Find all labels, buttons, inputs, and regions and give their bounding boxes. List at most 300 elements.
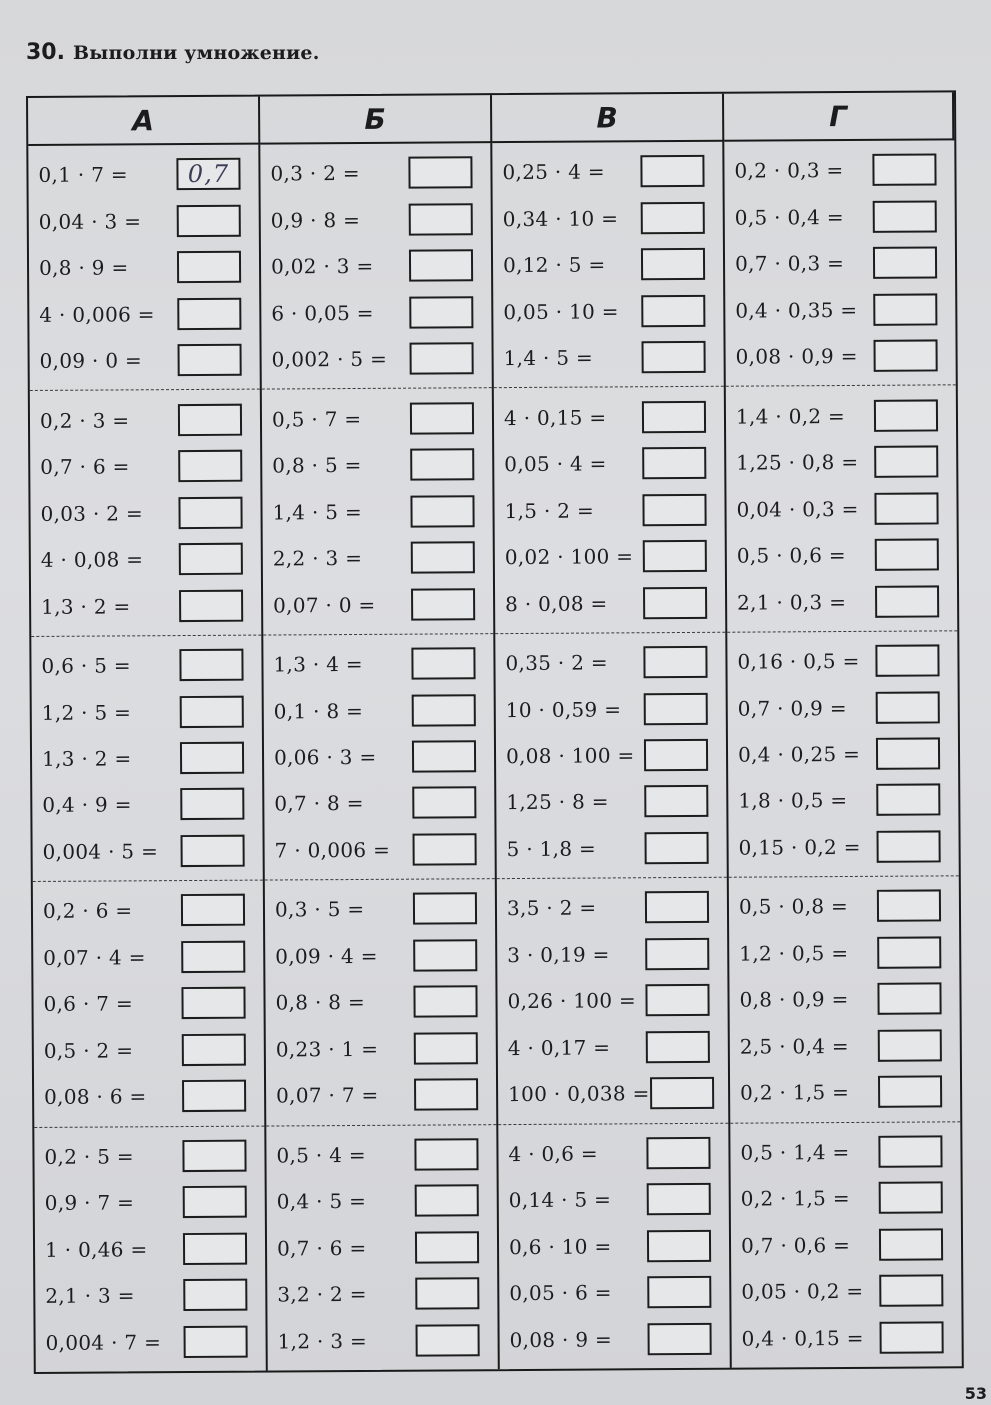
answer-box[interactable]	[410, 342, 474, 374]
problem-expression: 1,4 · 5 =	[272, 499, 363, 525]
problem-expression: 0,3 · 2 =	[270, 161, 360, 186]
answer-box[interactable]	[415, 1231, 479, 1263]
problem-row	[729, 933, 959, 972]
answer-box[interactable]	[643, 646, 707, 678]
answer-box[interactable]	[875, 538, 939, 570]
answer-box[interactable]	[641, 294, 705, 326]
answer-box[interactable]	[182, 1080, 246, 1112]
problem-row	[493, 291, 723, 330]
problem-row	[497, 888, 727, 927]
answer-box[interactable]	[650, 1077, 714, 1109]
problem-row	[725, 336, 955, 375]
problem-expression: 0,05 · 6 =	[509, 1280, 612, 1306]
problem-expression: 5 · 1,8 =	[506, 836, 597, 861]
problem-row	[499, 1273, 729, 1312]
answer-box[interactable]	[414, 1079, 478, 1111]
answer-box[interactable]	[180, 742, 244, 774]
problem-group	[730, 1122, 961, 1368]
problem-expression: 0,07 · 7 =	[276, 1083, 379, 1108]
problem-expression: 0,5 · 0,6 =	[736, 543, 847, 568]
exercise-table	[26, 90, 964, 1374]
problem-row	[35, 1322, 265, 1361]
problem-expression: 0,002 · 5 =	[271, 346, 388, 372]
problem-group	[495, 633, 726, 880]
problem-row	[728, 781, 958, 820]
problem-expression: 0,5 · 1,4 =	[740, 1139, 850, 1165]
answer-box[interactable]	[647, 1276, 711, 1308]
column-3	[492, 142, 731, 1369]
answer-box[interactable]	[413, 986, 477, 1018]
problem-expression: 0,7 · 6 =	[276, 1235, 367, 1261]
answer-box[interactable]	[879, 1228, 943, 1260]
problem-group	[262, 389, 493, 636]
column-4	[724, 140, 961, 1367]
problem-group	[30, 390, 261, 637]
problem-row	[261, 246, 491, 285]
problem-row	[497, 935, 727, 974]
answer-box[interactable]	[180, 695, 244, 727]
column-header: В	[492, 94, 724, 143]
problem-expression: 0,05 · 0,2 =	[741, 1279, 864, 1304]
problem-expression: 1,3 · 4 =	[273, 651, 363, 677]
problem-expression: 2,5 · 0,4 =	[739, 1033, 850, 1059]
problem-row	[261, 293, 491, 332]
problem-group	[726, 386, 957, 633]
problem-expression: 0,9 · 7 =	[44, 1190, 135, 1216]
problem-row	[727, 582, 957, 621]
problem-expression: 1,25 · 0,8 =	[736, 450, 859, 475]
problem-expression: 0,5 · 7 =	[271, 406, 362, 432]
answer-box[interactable]	[874, 399, 938, 431]
problem-row	[264, 784, 494, 823]
answer-box[interactable]	[177, 251, 241, 283]
problem-expression: 0,8 · 5 =	[272, 453, 362, 478]
problem-expression: 0,2 · 1,5 =	[740, 1080, 850, 1105]
problem-row	[30, 447, 260, 486]
problem-group	[727, 631, 958, 878]
problem-expression: 0,16 · 0,5 =	[737, 648, 860, 674]
problem-expression: 0,4 · 9 =	[42, 792, 132, 818]
problem-row	[30, 400, 260, 439]
problem-row	[34, 1136, 264, 1175]
problem-expression: 0,14 · 5 =	[508, 1187, 612, 1213]
problem-expression: 0,08 · 0,9 =	[735, 344, 858, 369]
answer-box[interactable]	[875, 585, 939, 617]
problem-expression: 0,004 · 7 =	[45, 1329, 162, 1355]
answer-box[interactable]	[874, 492, 938, 524]
problem-expression: 0,07 · 0 =	[273, 592, 376, 618]
answer-box[interactable]	[183, 1186, 247, 1218]
answer-box[interactable]	[415, 1185, 479, 1217]
problem-expression: 0,15 · 0,2 =	[738, 834, 861, 860]
exercise-number: 30.	[26, 40, 65, 65]
column-2	[260, 143, 499, 1370]
problem-row	[28, 155, 258, 194]
answer-box[interactable]	[873, 293, 937, 325]
problem-row	[497, 981, 727, 1020]
problem-row	[35, 1276, 265, 1315]
problem-row	[264, 737, 494, 776]
problem-row	[498, 1028, 728, 1067]
problem-row	[33, 984, 263, 1023]
problem-row	[728, 688, 958, 727]
answer-box[interactable]	[879, 1275, 943, 1307]
problem-row	[731, 1318, 961, 1357]
problem-expression: 0,04 · 3 =	[38, 209, 142, 234]
problem-row	[266, 1075, 496, 1114]
answer-box[interactable]	[645, 984, 709, 1016]
problem-row	[493, 245, 723, 284]
answer-box[interactable]	[410, 448, 474, 480]
answer-box[interactable]	[645, 938, 709, 970]
problem-expression: 2,2 · 3 =	[272, 546, 363, 571]
answer-box[interactable]	[414, 1032, 478, 1064]
answer-box[interactable]	[643, 586, 707, 618]
problem-row	[498, 1074, 728, 1113]
problem-row	[496, 736, 726, 775]
problem-row	[31, 586, 261, 625]
problem-expression: 2,1 · 3 =	[45, 1283, 135, 1309]
answer-box[interactable]	[643, 540, 707, 572]
problem-expression: 1,4 · 0,2 =	[735, 403, 846, 429]
problem-expression: 0,6 · 7 =	[43, 991, 134, 1017]
problem-expression: 0,3 · 5 =	[274, 897, 365, 922]
problem-expression: 0,07 · 4 =	[43, 945, 146, 970]
problem-expression: 0,5 · 0,4 =	[734, 204, 844, 230]
page-number: 53	[964, 1384, 987, 1403]
problem-row	[495, 583, 725, 622]
answer-box[interactable]	[180, 788, 244, 820]
problem-expression: 0,02 · 100 =	[504, 544, 634, 570]
problem-row	[731, 1225, 961, 1264]
problem-expression: 0,7 · 0,6 =	[740, 1232, 851, 1258]
answer-box[interactable]	[647, 1230, 711, 1262]
problem-row	[725, 197, 955, 236]
answer-box[interactable]	[877, 890, 941, 922]
problem-row	[494, 444, 724, 483]
problem-expression: 4 · 0,6 =	[508, 1141, 598, 1166]
answer-box[interactable]	[183, 1232, 247, 1264]
answer-box[interactable]	[178, 450, 242, 482]
problem-row	[264, 830, 494, 869]
answer-box[interactable]	[416, 1324, 480, 1356]
answer-box[interactable]	[178, 496, 242, 528]
problem-group	[34, 1126, 265, 1372]
problem-row	[29, 201, 259, 240]
answer-box[interactable]	[408, 157, 472, 189]
problem-expression: 0,9 · 8 =	[270, 207, 361, 233]
answer-box[interactable]	[641, 248, 705, 280]
answer-box[interactable]	[178, 344, 242, 376]
problem-expression: 0,09 · 0 =	[39, 348, 143, 374]
column-header: Б	[260, 95, 492, 144]
problem-row	[261, 200, 491, 239]
answer-box[interactable]	[648, 1323, 712, 1355]
answer-box[interactable]	[413, 833, 477, 865]
problem-row	[726, 396, 956, 435]
problem-expression: 1,25 · 8 =	[506, 789, 609, 815]
answer-box[interactable]	[178, 403, 242, 435]
answer-box[interactable]	[411, 647, 475, 679]
answer-box[interactable]: 0,7	[176, 158, 240, 190]
column-header: А	[28, 97, 260, 146]
problem-expression: 3 · 0,19 =	[507, 942, 610, 967]
answer-box[interactable]	[410, 402, 474, 434]
problem-expression: 0,2 · 5 =	[44, 1144, 134, 1169]
column-1	[28, 145, 267, 1372]
answer-box[interactable]	[874, 446, 938, 478]
problem-expression: 0,23 · 1 =	[275, 1036, 379, 1062]
problem-expression: 0,35 · 2 =	[505, 650, 608, 676]
problem-expression: 0,8 · 0,9 =	[739, 987, 849, 1013]
problem-row	[728, 734, 958, 773]
answer-box[interactable]	[412, 787, 476, 819]
answer-box[interactable]	[647, 1183, 711, 1215]
problem-row	[495, 537, 725, 576]
answer-box[interactable]	[877, 830, 941, 862]
problem-row	[493, 198, 723, 237]
problem-row	[32, 692, 262, 731]
problem-group	[31, 635, 262, 882]
answer-box[interactable]	[641, 202, 705, 234]
problem-expression: 0,5 · 2 =	[43, 1038, 134, 1063]
problem-expression: 4 · 0,15 =	[503, 405, 607, 430]
answer-box[interactable]	[873, 247, 937, 279]
problem-expression: 0,8 · 9 =	[38, 255, 129, 281]
problem-expression: 8 · 0,08 =	[505, 590, 608, 616]
problem-expression: 6 · 0,05 =	[271, 300, 374, 326]
answer-box[interactable]	[409, 249, 473, 281]
problem-expression: 4 · 0,006 =	[39, 301, 155, 327]
answer-box[interactable]	[411, 588, 475, 620]
problem-row	[31, 646, 261, 685]
problem-group	[263, 634, 494, 881]
answer-box[interactable]	[878, 1076, 942, 1108]
answer-box[interactable]	[177, 204, 241, 236]
problem-expression: 0,7 · 0,9 =	[737, 695, 847, 721]
problem-expression: 0,05 · 4 =	[504, 451, 607, 477]
answer-box[interactable]	[646, 1137, 710, 1169]
problem-group	[33, 881, 264, 1128]
problem-expression: 0,08 · 9 =	[509, 1327, 613, 1352]
answer-box[interactable]	[875, 644, 939, 676]
problem-row	[499, 1319, 729, 1358]
problem-row	[729, 887, 959, 926]
answer-box[interactable]	[181, 894, 245, 926]
answer-box[interactable]	[642, 493, 706, 525]
problem-row	[492, 152, 722, 191]
answer-box[interactable]	[179, 543, 243, 575]
answer-box[interactable]	[877, 983, 941, 1015]
problem-expression: 100 · 0,038 =	[508, 1081, 650, 1107]
exercise-header	[26, 40, 320, 65]
problem-row	[32, 785, 262, 824]
answer-box[interactable]	[409, 296, 473, 328]
answer-box[interactable]	[181, 835, 245, 867]
problem-expression: 0,25 · 4 =	[502, 159, 605, 185]
problem-expression: 0,09 · 4 =	[275, 943, 378, 969]
problem-expression: 4 · 0,08 =	[40, 547, 144, 572]
problem-row	[498, 1134, 728, 1173]
problem-row	[33, 831, 263, 870]
answer-box[interactable]	[876, 737, 940, 769]
problem-expression: 3,2 · 2 =	[277, 1282, 367, 1307]
problem-row	[29, 248, 259, 287]
answer-box[interactable]	[874, 340, 938, 372]
answer-box[interactable]	[642, 447, 706, 479]
problem-expression: 1,3 · 2 =	[41, 746, 132, 771]
problem-group	[260, 143, 491, 390]
problem-row	[496, 689, 726, 728]
answer-box[interactable]	[876, 784, 940, 816]
problem-row	[730, 1132, 960, 1171]
problem-expression: 1,5 · 2 =	[504, 498, 595, 523]
problem-expression: 3,5 · 2 =	[506, 895, 597, 921]
answer-box[interactable]	[646, 1031, 710, 1063]
problem-row	[728, 827, 958, 866]
problem-group	[494, 387, 725, 634]
problem-group	[724, 140, 955, 387]
answer-box[interactable]	[412, 740, 476, 772]
problem-row	[31, 540, 261, 579]
problem-expression: 0,12 · 5 =	[502, 252, 606, 278]
problem-expression: 0,2 · 0,3 =	[734, 158, 844, 183]
answer-box[interactable]	[644, 692, 708, 724]
problem-row	[261, 339, 491, 378]
answer-box[interactable]	[183, 1279, 247, 1311]
answer-box[interactable]	[184, 1325, 248, 1357]
problem-group	[729, 877, 960, 1124]
problem-group	[492, 142, 723, 389]
problem-row	[262, 445, 492, 484]
problem-expression: 0,7 · 6 =	[40, 454, 130, 480]
problem-row	[496, 829, 726, 868]
problem-expression: 0,6 · 10 =	[508, 1234, 612, 1259]
problem-row	[499, 1227, 729, 1266]
problem-row	[266, 1135, 496, 1174]
problem-expression: 0,1 · 7 =	[38, 162, 128, 188]
problem-expression: 1,8 · 0,5 =	[738, 788, 848, 814]
answer-box[interactable]	[878, 1135, 942, 1167]
answer-box[interactable]	[414, 1138, 478, 1170]
answer-box[interactable]	[411, 541, 475, 573]
problem-expression: 1,2 · 3 =	[277, 1328, 368, 1354]
answer-box[interactable]	[642, 400, 706, 432]
problem-expression: 0,4 · 5 =	[276, 1189, 367, 1214]
answer-box[interactable]	[878, 1029, 942, 1061]
answer-box[interactable]	[182, 1140, 246, 1172]
problem-expression: 1,2 · 5 =	[41, 699, 132, 725]
problem-row	[264, 691, 494, 730]
problem-expression: 7 · 0,006 =	[274, 837, 391, 863]
problem-row	[493, 338, 723, 377]
problem-row	[262, 492, 492, 531]
problem-expression: 0,2 · 1,5 =	[740, 1186, 850, 1211]
answer-box[interactable]	[179, 649, 243, 681]
answer-box[interactable]	[413, 893, 477, 925]
problem-row	[731, 1272, 961, 1311]
answer-box[interactable]	[645, 891, 709, 923]
problem-row	[727, 535, 957, 574]
problem-row	[30, 341, 260, 380]
problem-expression: 0,4 · 0,15 =	[741, 1325, 864, 1351]
problem-expression: 0,5 · 4 =	[276, 1142, 366, 1168]
answer-box[interactable]	[410, 495, 474, 527]
problem-expression: 0,004 · 5 =	[42, 839, 159, 864]
problem-row	[34, 1077, 264, 1116]
problem-expression: 0,5 · 0,8 =	[738, 894, 849, 920]
problem-row	[724, 151, 954, 190]
problem-row	[727, 641, 957, 680]
problem-row	[35, 1229, 265, 1268]
problem-expression: 0,1 · 8 =	[273, 698, 364, 724]
problem-group	[498, 1123, 729, 1369]
problem-group	[497, 878, 728, 1125]
problem-expression: 0,06 · 3 =	[273, 744, 377, 770]
answer-box[interactable]	[644, 785, 708, 817]
answer-box[interactable]	[880, 1321, 944, 1353]
answer-box[interactable]	[876, 691, 940, 723]
problem-expression: 0,03 · 2 =	[40, 500, 144, 526]
answer-box[interactable]	[872, 154, 936, 186]
problem-row	[267, 1321, 497, 1360]
answer-box[interactable]	[879, 1182, 943, 1214]
problem-expression: 0,4 · 0,25 =	[737, 741, 861, 767]
problem-expression: 1,2 · 0,5 =	[739, 940, 849, 966]
problem-expression: 2,1 · 0,3 =	[737, 589, 847, 615]
problem-row	[265, 936, 495, 975]
problem-row	[725, 290, 955, 329]
problem-expression: 0,8 · 8 =	[275, 990, 366, 1015]
answer-box[interactable]	[182, 1034, 246, 1066]
problem-expression: 0,08 · 6 =	[44, 1084, 147, 1110]
answer-box[interactable]	[415, 1278, 479, 1310]
answer-box[interactable]	[642, 341, 706, 373]
answer-box[interactable]	[644, 739, 708, 771]
problem-expression: 0,7 · 0,3 =	[734, 251, 845, 276]
answer-box[interactable]	[645, 832, 709, 864]
problem-group	[266, 1125, 497, 1371]
problem-expression: 1 · 0,46 =	[44, 1237, 148, 1262]
problem-row	[260, 153, 490, 192]
answer-box[interactable]	[413, 939, 477, 971]
answer-box[interactable]	[877, 936, 941, 968]
problem-expression: 1,4 · 5 =	[503, 345, 594, 371]
problem-expression: 0,2 · 6 =	[42, 898, 133, 924]
problem-row	[495, 643, 725, 682]
answer-box[interactable]	[179, 589, 243, 621]
problem-expression: 1,3 · 2 =	[41, 593, 131, 619]
answer-box[interactable]	[640, 155, 704, 187]
problem-group	[28, 145, 259, 392]
problem-expression: 0,2 · 3 =	[39, 408, 130, 433]
problem-expression: 0,26 · 100 =	[507, 988, 637, 1014]
answer-box[interactable]	[409, 203, 473, 235]
answer-box[interactable]	[177, 297, 241, 329]
problem-row	[726, 442, 956, 481]
problem-expression: 4 · 0,17 =	[507, 1035, 611, 1060]
answer-box[interactable]	[412, 694, 476, 726]
problem-row	[265, 890, 495, 929]
problem-row	[267, 1228, 497, 1267]
problem-row	[33, 937, 263, 976]
problem-row	[33, 891, 263, 930]
answer-box[interactable]	[181, 941, 245, 973]
problem-row	[496, 782, 726, 821]
answer-box[interactable]	[873, 200, 937, 232]
problem-row	[725, 244, 955, 283]
answer-box[interactable]	[181, 987, 245, 1019]
